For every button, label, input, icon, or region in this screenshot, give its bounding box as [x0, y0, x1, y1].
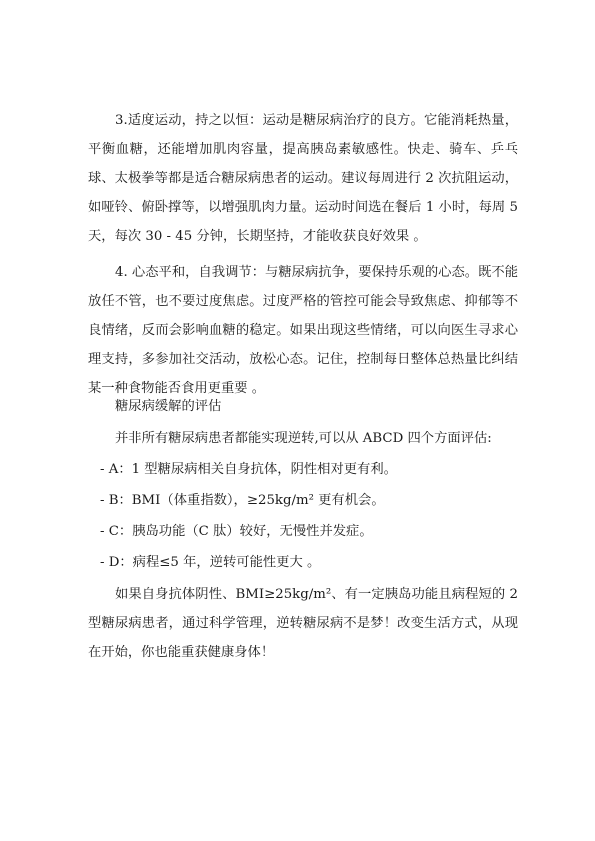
- paragraph-mindset: 4. 心态平和，自我调节：与糖尿病抗争，要保持乐观的心态。既不能放任不管，也不要过度焦虑。过度严格的管控可能会导致焦虑、抑郁等不良情绪，反而会影响血糖的稳定。如果出现这些情绪，可以向医生寻求心理支持，多参加社交活动，放松心态。记住，控制每日整体总热量比纠结某一种食物能否食用更重要 。: [88, 265, 518, 396]
- list-item-b: - B：BMI（体重指数），≥25kg/m² 更有机会。: [100, 493, 385, 508]
- list-item-d: - D：病程≤5 年，逆转可能性更大 。: [100, 555, 321, 570]
- paragraph-intro: 并非所有糖尿病患者都能实现逆转,可以从 ABCD 四个方面评估:: [115, 431, 492, 446]
- paragraph-exercise: 3.适度运动，持之以恒：运动是糖尿病治疗的良方。它能消耗热量，平衡血糖，还能增加肌肉容量，提高胰岛素敏感性。快走、骑车、乒乓球、太极拳等都是适合糖尿病患者的运动。建议每周进行 2 次抗阻运动，如哑铃、俯卧撑等，以增强肌肉力量。运动时间选在餐后 1 小时，每周 5 天，每次 30 - 45 分钟，长期坚持，才能收获良好效果 。: [88, 113, 518, 244]
- list-item-a: - A：1 型糖尿病相关自身抗体，阴性相对更有利。: [100, 462, 397, 477]
- list-item-c: - C：胰岛功能（C 肽）较好，无慢性并发症。: [100, 524, 373, 539]
- section-heading: 糖尿病缓解的评估: [115, 399, 222, 414]
- paragraph-conclusion: 如果自身抗体阴性、BMI≥25kg/m²、有一定胰岛功能且病程短的 2 型糖尿病患者，通过科学管理，逆转糖尿病不是梦！改变生活方式，从现在开始，你也能重获健康身体！: [88, 587, 518, 660]
